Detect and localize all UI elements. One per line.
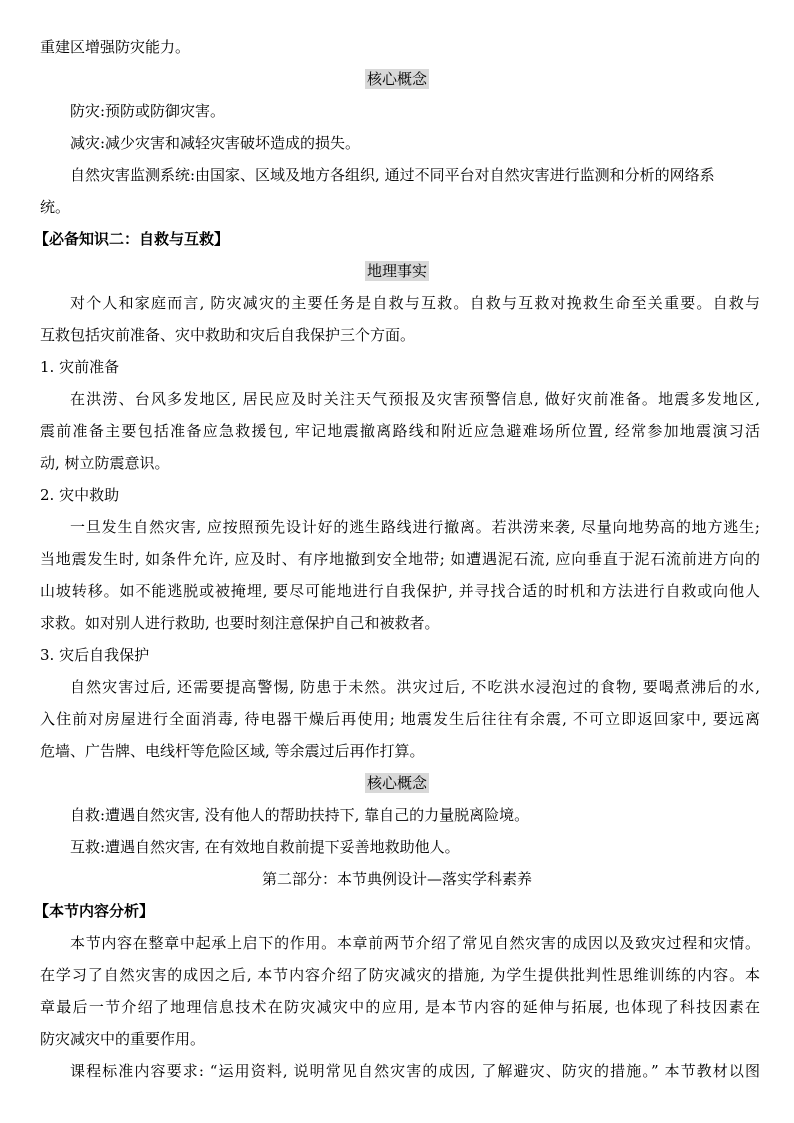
subheading: 1. 灾前准备	[40, 358, 120, 376]
paragraph-line: 在学习了自然灾害的成因之后, 本节内容介绍了防灾减灾的措施, 为学生提供批判性思维训练的内容。本	[40, 966, 760, 984]
section-label-text: 核心概念	[366, 774, 427, 792]
paragraph-line: 入住前对房屋进行全面消毒, 待电器干燥后再使用; 地震发生后往往有余震, 不可立即返回家中, 要远离	[40, 710, 760, 728]
paragraph-line: 本节内容在整章中起承上启下的作用。本章前两节介绍了常见自然灾害的成因以及致灾过程和灾情。	[70, 934, 760, 952]
section-heading: 【本节内容分析】	[34, 902, 155, 920]
paragraph-line: 互救包括灾前准备、灾中救助和灾后自我保护三个方面。	[40, 326, 416, 344]
section-label-core-concept	[0, 772, 794, 794]
subheading: 2. 灾中救助	[40, 486, 120, 504]
paragraph-line: 统。	[40, 198, 71, 216]
section-label-core-concept	[0, 68, 794, 90]
subheading: 3. 灾后自我保护	[40, 646, 150, 664]
paragraph-line: 自然灾害监测系统:由国家、区域及地方各组织, 通过不同平台对自然灾害进行监测和分析的网络系	[70, 166, 715, 184]
paragraph-line: 对个人和家庭而言, 防灾减灾的主要任务是自救与互救。自救与互救对挽救生命至关重要。自救与	[70, 294, 760, 312]
paragraph-line: 震前准备主要包括准备应急救援包, 牢记地震撤离路线和附近应急避难场所位置, 经常参加地震演习活	[40, 422, 760, 440]
paragraph-line: 一旦发生自然灾害, 应按照预先设计好的逃生路线进行撤离。若洪涝来袭, 尽量向地势高的地方逃生;	[70, 518, 760, 536]
paragraph-line: 章最后一节介绍了地理信息技术在防灾减灾中的应用, 是本节内容的延伸与拓展, 也体现了科技因素在	[40, 998, 760, 1016]
paragraph-line: 求救。如对别人进行救助, 也要时刻注意保护自己和被救者。	[40, 614, 440, 632]
paragraph-line: 互救:遭遇自然灾害, 在有效地自救前提下妥善地救助他人。	[70, 838, 460, 856]
paragraph-line: 自然灾害过后, 还需要提高警惕, 防患于未然。洪灾过后, 不吃洪水浸泡过的食物, 要喝煮沸后的水,	[70, 678, 760, 696]
section-label-text: 地理事实	[366, 262, 427, 280]
paragraph-line: 山坡转移。如不能逃脱或被掩埋, 要尽可能地进行自我保护, 并寻找合适的时机和方法进行自救或向他人	[40, 582, 760, 600]
paragraph-line: 危墙、广告牌、电线杆等危险区域, 等余震过后再作打算。	[40, 742, 425, 760]
paragraph-line: 防灾减灾中的重要作用。	[40, 1030, 206, 1048]
paragraph-line: 课程标准内容要求: “运用资料, 说明常见自然灾害的成因, 了解避灾、防灾的措施。” 本节教材以图	[70, 1062, 760, 1080]
section-label-geography-fact	[0, 260, 794, 282]
part-title: 第二部分：本节典例设计—落实学科素养	[261, 870, 532, 888]
paragraph-line: 动, 树立防震意识。	[40, 454, 170, 472]
paragraph-line: 自救:遭遇自然灾害, 没有他人的帮助扶持下, 靠自己的力量脱离险境。	[70, 806, 530, 824]
paragraph-line: 重建区增强防灾能力。	[40, 38, 191, 56]
paragraph-line: 在洪涝、台风多发地区, 居民应及时关注天气预报及灾害预警信息, 做好灾前准备。地震多发地区,	[70, 390, 760, 408]
paragraph-line: 当地震发生时, 如条件允许, 应及时、有序地撤到安全地带; 如遭遇泥石流, 应向垂直于泥石流前进方向的	[40, 550, 760, 568]
paragraph-line: 防灾:预防或防御灾害。	[70, 102, 226, 120]
paragraph-line: 减灾:减少灾害和减轻灾害破坏造成的损失。	[70, 134, 361, 152]
section-heading: 【必备知识二：自救与互救】	[34, 230, 230, 248]
section-label-text: 核心概念	[366, 70, 427, 88]
